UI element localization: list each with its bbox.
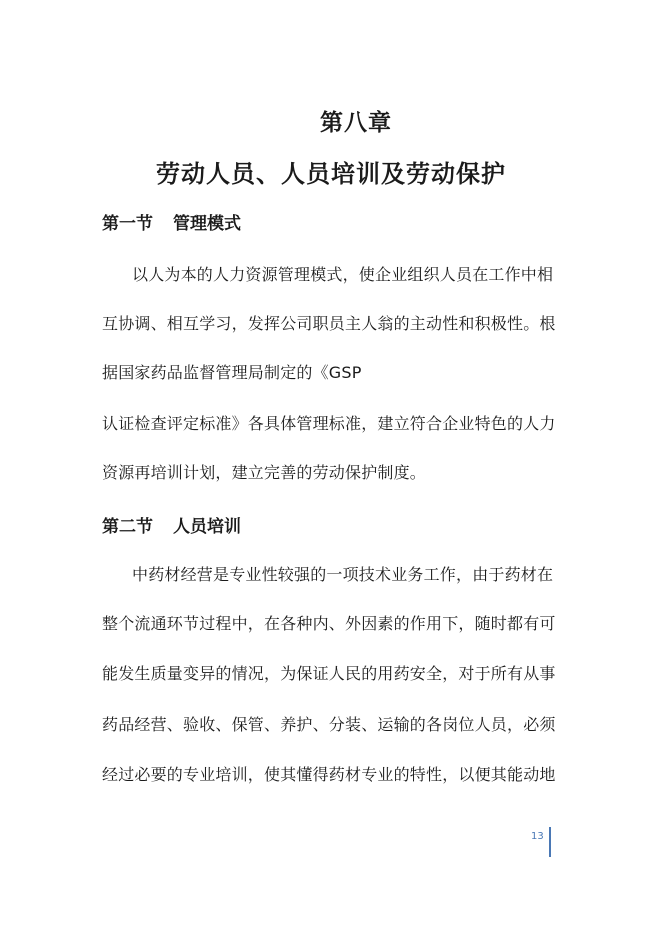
page-number: 13 <box>531 831 544 842</box>
section-title: 管理模式 <box>173 214 241 234</box>
paragraph-line: 认证检查评定标准》各具体管理标准，建立符合企业特色的人力 <box>102 414 556 433</box>
paragraph-line: 经过必要的专业培训，使其懂得药材专业的特性，以便其能动地 <box>102 765 556 784</box>
paragraph-line: 整个流通环节过程中，在各种内、外因素的作用下，随时都有可 <box>102 614 556 633</box>
section-heading <box>102 209 241 234</box>
paragraph-line: 中药材经营是专业性较强的一项技术业务工作，由于药材在 <box>132 565 554 584</box>
paragraph-line: 能发生质量变异的情况，为保证人民的用药安全，对于所有从事 <box>102 664 556 683</box>
chapter-heading: 第八章 <box>320 109 392 136</box>
paragraph-line: 以人为本的人力资源管理模式，使企业组织人员在工作中相 <box>132 265 554 284</box>
section-number: 第一节 <box>102 214 153 234</box>
chapter-title: 劳动人员、人员培训及劳动保护 <box>156 159 506 188</box>
paragraph-line: 据国家药品监督管理局制定的《GSP <box>102 363 362 382</box>
paragraph-line: 药品经营、验收、保管、养护、分装、运输的各岗位人员，必须 <box>102 715 556 734</box>
paragraph-line: 资源再培训计划，建立完善的劳动保护制度。 <box>102 463 427 482</box>
page-number-divider <box>549 827 551 857</box>
section-heading <box>102 512 241 537</box>
paragraph-line: 互协调、相互学习，发挥公司职员主人翁的主动性和积极性。根 <box>102 314 556 333</box>
section-title: 人员培训 <box>173 517 241 537</box>
section-number: 第二节 <box>102 517 153 537</box>
